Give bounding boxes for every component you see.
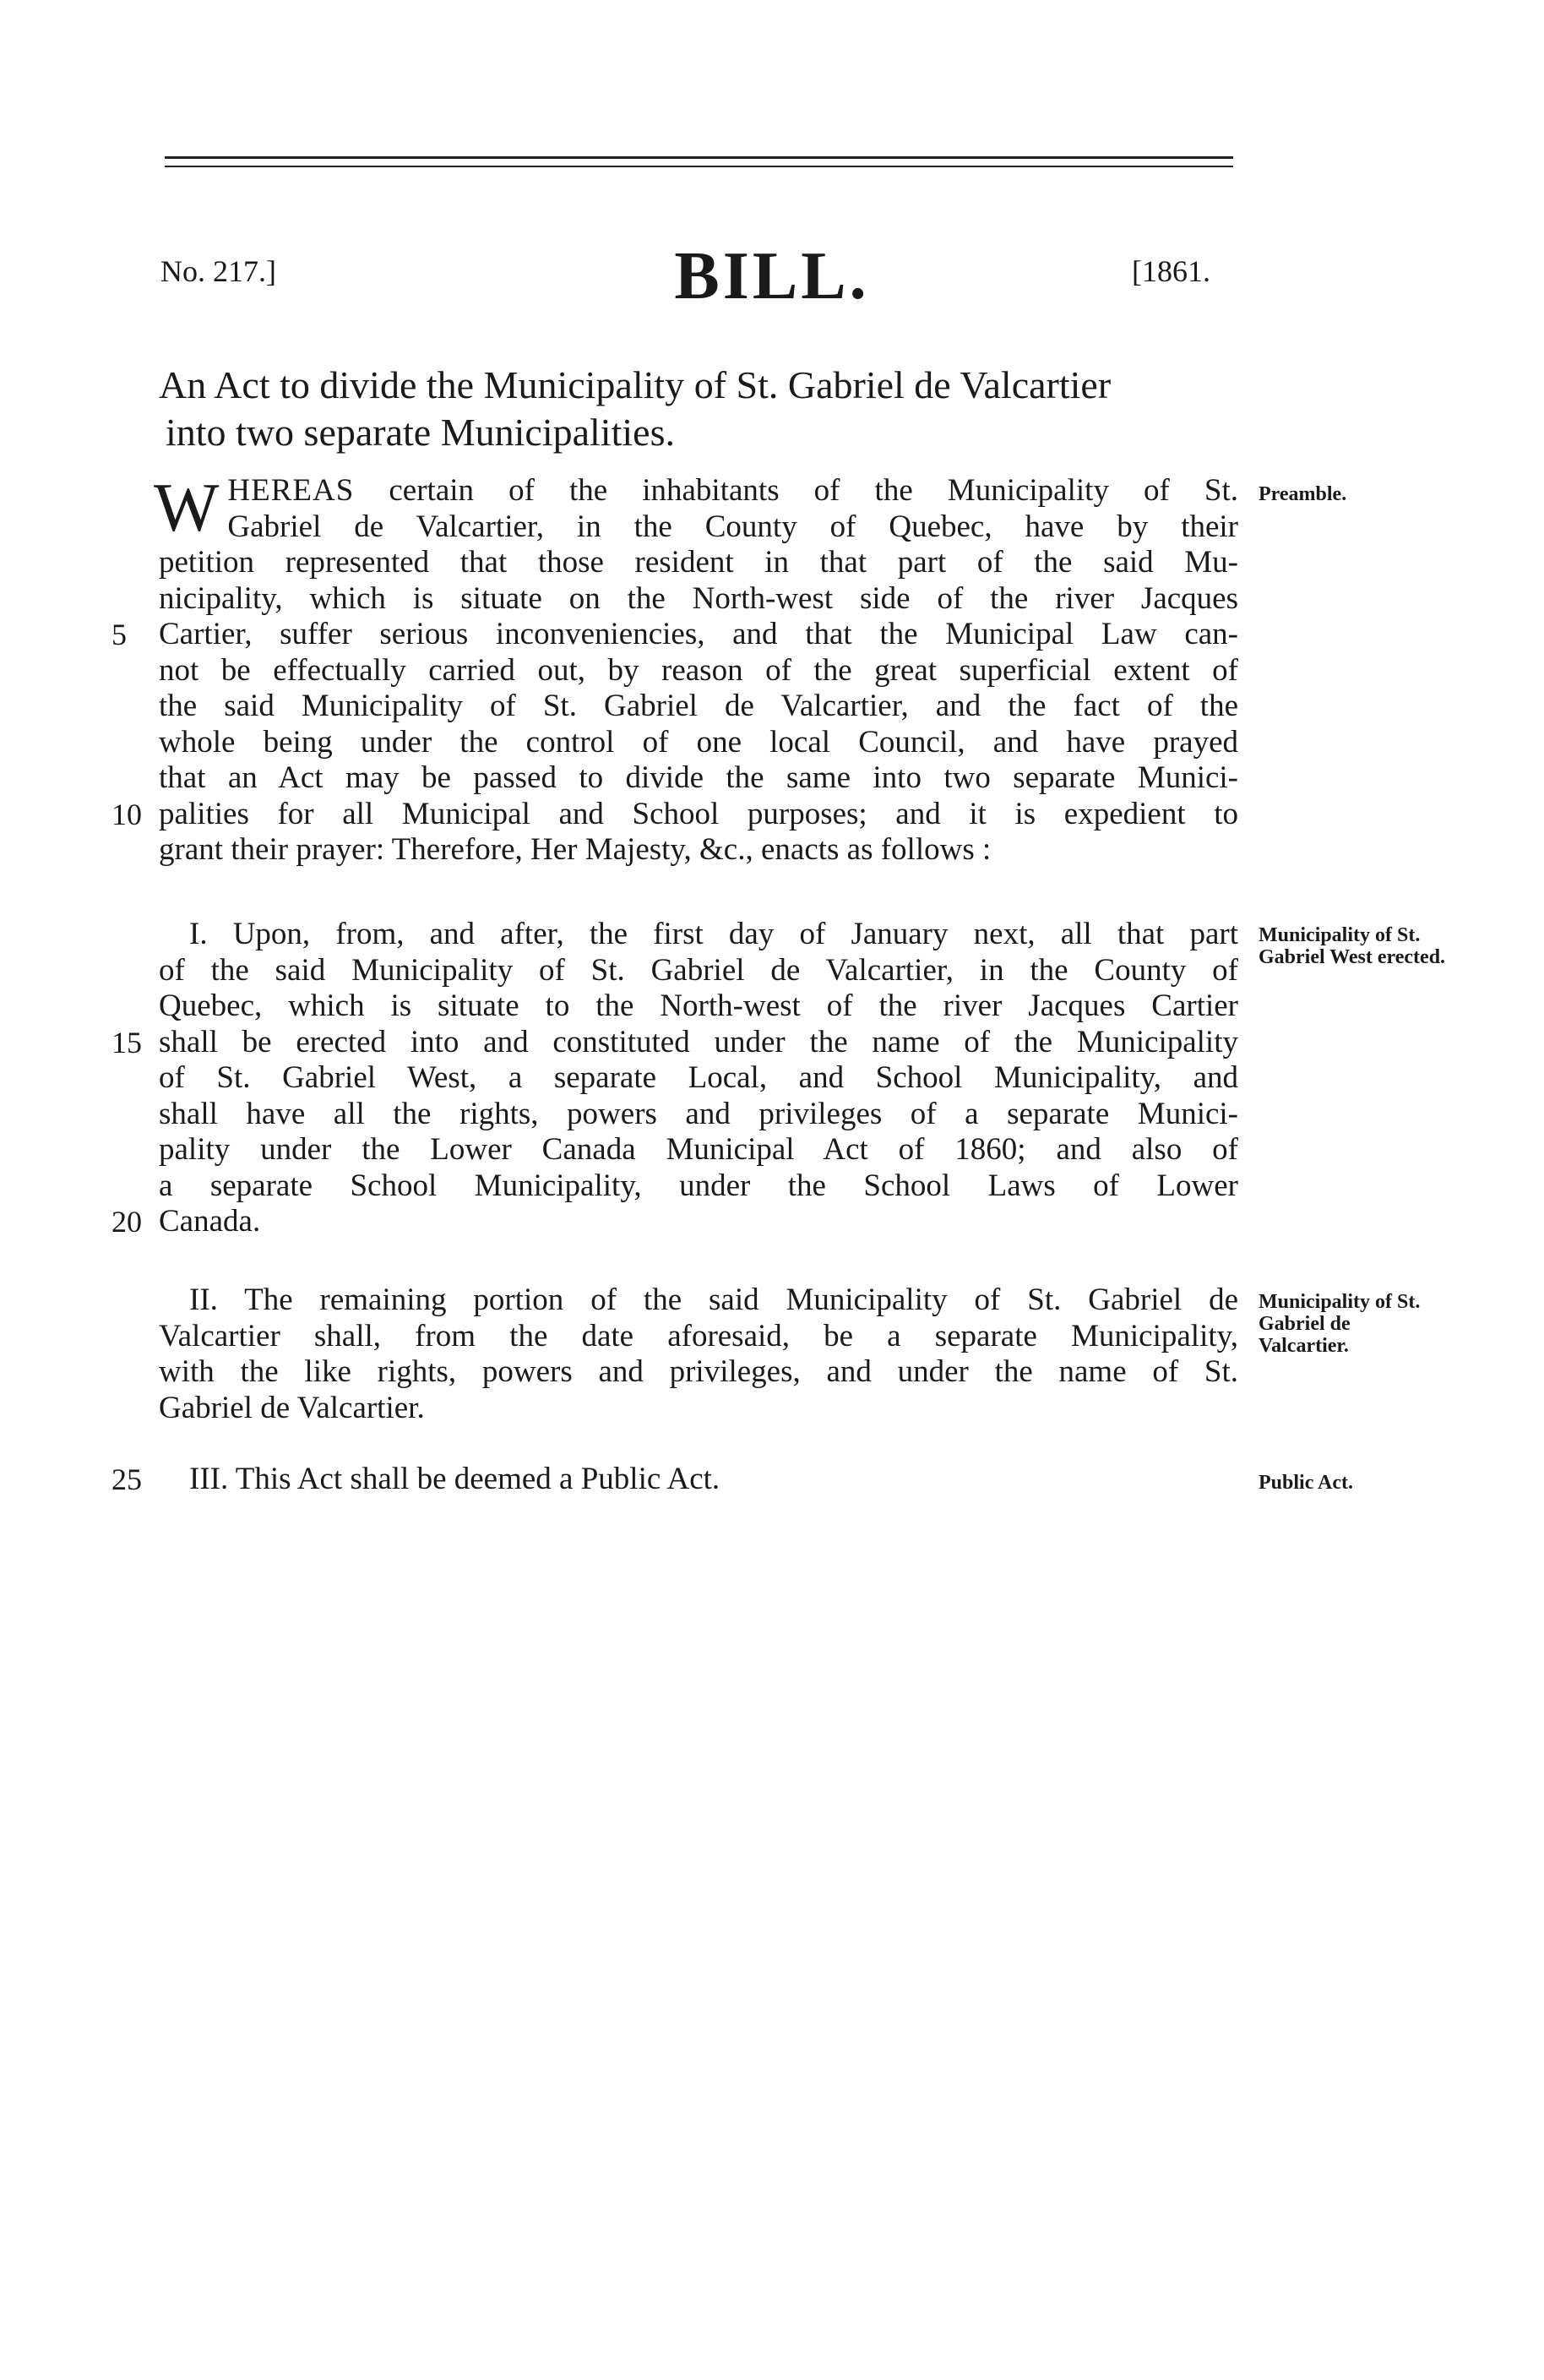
margin-note-section-3: Public Act.	[1259, 1472, 1353, 1494]
margin-note-preamble: Preamble.	[1259, 483, 1347, 505]
preamble-line: petition represented that those resident in that part of the said Mu-	[159, 545, 1238, 580]
section-1-line: of St. Gabriel West, a separate Local, and School Municipality, and	[159, 1060, 1238, 1095]
line-number-5: 5	[111, 618, 127, 651]
section-1-paragraph	[159, 917, 1238, 1240]
section-3-paragraph	[159, 1462, 1238, 1498]
act-title-line: into two separate Municipalities.	[166, 411, 675, 454]
preamble-paragraph	[154, 469, 1238, 869]
section-1-line: pality under the Lower Canada Municipal Act of 1860; and also of	[159, 1132, 1238, 1167]
preamble-line: not be effectually carried out, by reason of the great superficial extent of	[159, 652, 1238, 688]
section-1-line: of the said Municipality of St. Gabriel de Valcartier, in the County of	[159, 952, 1238, 988]
section-1-line: Quebec, which is situate to the North-west of the river Jacques Cartier	[159, 988, 1238, 1023]
section-2-line: with the like rights, powers and privileges, and under the name of St.	[159, 1354, 1238, 1389]
section-1-line: shall have all the rights, powers and privileges of a separate Munici-	[159, 1096, 1238, 1131]
margin-note-section-1: Municipality of St. Gabriel West erected.	[1259, 924, 1446, 968]
preamble-line: whole being under the control of one local Council, and have prayed	[159, 724, 1238, 760]
preamble-line: nicipality, which is situate on the North-west side of the river Jacques	[159, 580, 1238, 616]
bill-number: No. 217.]	[160, 254, 276, 288]
line-number-25: 25	[111, 1462, 142, 1496]
line-number-20: 20	[111, 1205, 142, 1239]
line-number-15: 15	[111, 1026, 142, 1059]
header-rule-bottom	[165, 166, 1233, 167]
preamble-line: the said Municipality of St. Gabriel de Valcartier, and the fact of the	[159, 689, 1238, 723]
header-rule-top	[165, 156, 1233, 159]
preamble-line: HEREAS certain of the inhabitants of the Municipality of St.	[227, 473, 1238, 508]
drop-cap: W	[154, 469, 220, 546]
section-1-line: I. Upon, from, and after, the first day of January next, all that part	[189, 917, 1238, 951]
preamble-line: Gabriel de Valcartier, in the County of Quebec, have by their	[227, 509, 1238, 544]
act-title	[159, 362, 1274, 456]
preamble-line: that an Act may be passed to divide the same into two separate Munici-	[159, 760, 1238, 795]
preamble-line: grant their prayer: Therefore, Her Majesty, &c., enacts as follows :	[159, 832, 992, 867]
section-2-line: Valcartier shall, from the date aforesaid, be a separate Municipality,	[159, 1318, 1238, 1353]
section-1-line: Canada.	[159, 1204, 261, 1239]
bill-heading: BILL.	[674, 239, 870, 313]
preamble-line: palities for all Municipal and School purposes; and it is expedient to	[159, 796, 1238, 831]
section-1-line: a separate School Municipality, under the School Laws of Lower	[159, 1168, 1238, 1203]
preamble-line: Cartier, suffer serious inconveniencies, and that the Municipal Law can-	[159, 617, 1238, 651]
section-2-line: Gabriel de Valcartier.	[159, 1390, 425, 1425]
section-2-line: II. The remaining portion of the said Municipality of St. Gabriel de	[189, 1283, 1238, 1317]
section-2-paragraph	[159, 1283, 1238, 1426]
line-number-10: 10	[111, 798, 142, 831]
margin-note-section-2: Municipality of St. Gabriel de Valcartier.	[1259, 1291, 1421, 1357]
section-3-line: III. This Act shall be deemed a Public Act.	[189, 1462, 720, 1496]
bill-year: [1861.	[1132, 254, 1210, 288]
section-1-line: shall be erected into and constituted under the name of the Municipality	[159, 1024, 1238, 1059]
first-word: HEREAS	[227, 473, 355, 508]
act-title-line: An Act to divide the Municipality of St. Gabriel de Valcartier	[159, 363, 1112, 406]
